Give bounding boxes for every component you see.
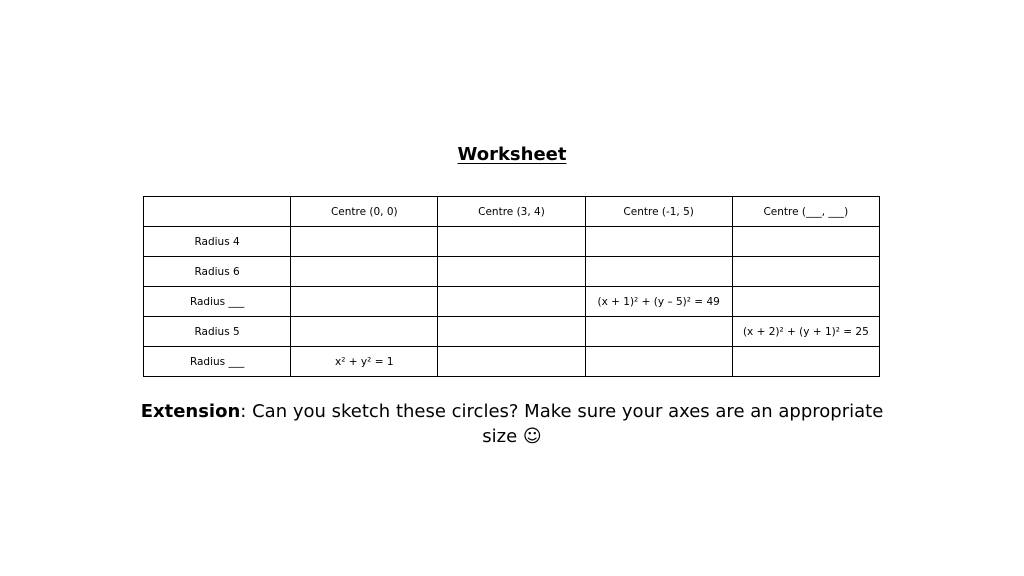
table-header-row — [144, 197, 880, 227]
table-cell — [585, 347, 732, 377]
circle-equations-table — [143, 196, 880, 377]
table-cell — [585, 257, 732, 287]
table-cell — [291, 317, 438, 347]
table-row — [144, 227, 880, 257]
table-header-cell: Centre (0, 0) — [291, 197, 438, 227]
extension-colon: : — [240, 401, 247, 422]
table-cell — [291, 257, 438, 287]
extension-label: Extension — [140, 401, 241, 422]
equation-cell: x² + y² = 1 — [291, 347, 438, 377]
table-cell — [732, 287, 879, 317]
table-cell — [291, 227, 438, 257]
smiley-icon: ☺ — [522, 426, 542, 447]
table-cell — [438, 227, 585, 257]
row-label-cell: Radius 4 — [144, 227, 291, 257]
table-row — [144, 347, 880, 377]
table-row — [144, 287, 880, 317]
table-cell — [438, 347, 585, 377]
table-header-cell: Centre (-1, 5) — [585, 197, 732, 227]
row-label-cell: Radius ___ — [144, 287, 291, 317]
equation-cell: (x + 1)² + (y – 5)² = 49 — [585, 287, 732, 317]
table-cell — [438, 317, 585, 347]
table-cell — [732, 227, 879, 257]
equation-cell: (x + 2)² + (y + 1)² = 25 — [732, 317, 879, 347]
row-label-cell: Radius 5 — [144, 317, 291, 347]
table-cell — [585, 227, 732, 257]
table-row — [144, 317, 880, 347]
table-cell — [732, 347, 879, 377]
table-cell — [732, 257, 879, 287]
extension-text: Can you sketch these circles? Make sure your axes are an appropriate size — [246, 401, 884, 447]
table-cell — [438, 257, 585, 287]
table-cell — [585, 317, 732, 347]
table-header-cell — [144, 197, 291, 227]
table-header-cell: Centre (3, 4) — [438, 197, 585, 227]
table-row — [144, 257, 880, 287]
table-header-cell: Centre (___, ___) — [732, 197, 879, 227]
extension-prompt — [140, 399, 884, 449]
table-cell — [438, 287, 585, 317]
table-cell — [291, 287, 438, 317]
row-label-cell: Radius ___ — [144, 347, 291, 377]
worksheet-title: Worksheet — [457, 144, 567, 165]
row-label-cell: Radius 6 — [144, 257, 291, 287]
